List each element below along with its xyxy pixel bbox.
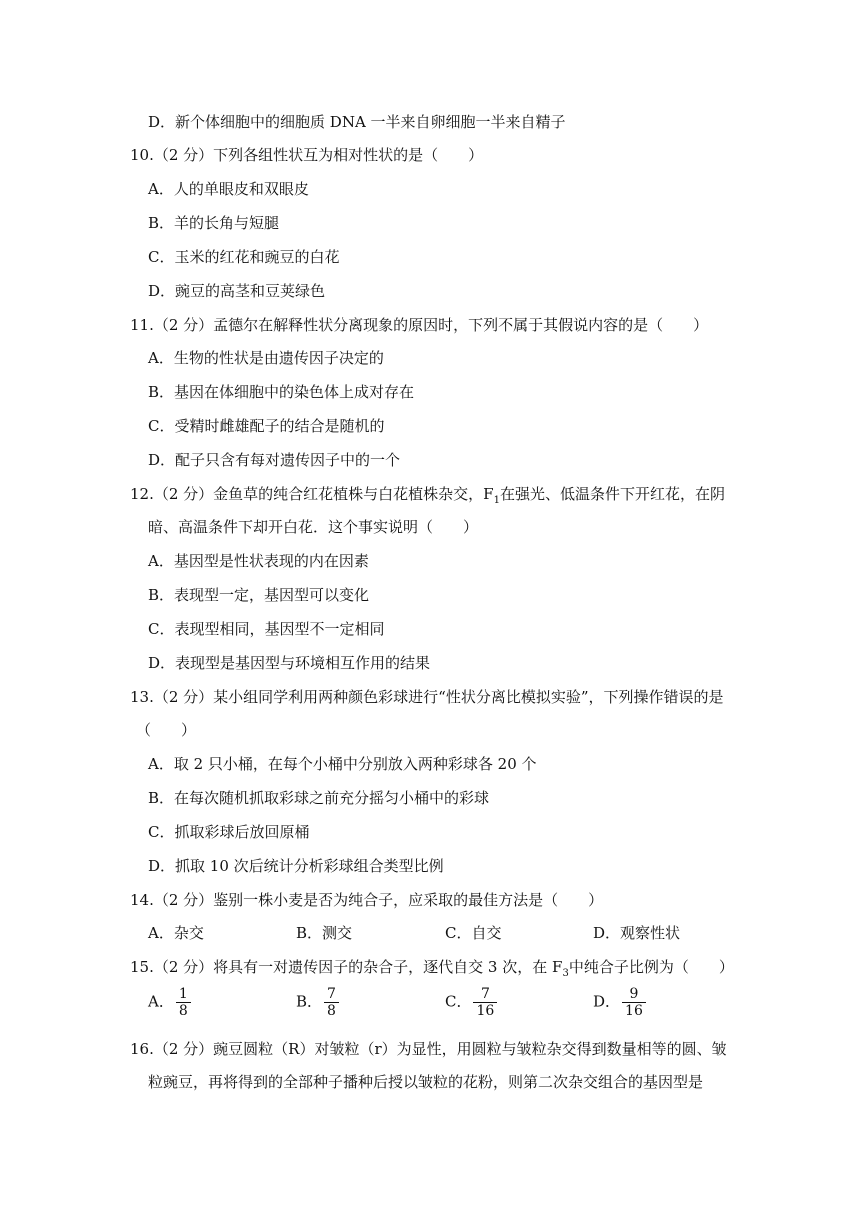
q12-option-a: A．基因型是性状表现的内在因素 <box>148 552 369 570</box>
q11-option-d: D．配子只含有每对遗传因子中的一个 <box>148 451 401 469</box>
q15-option-b-fraction <box>324 986 339 1019</box>
q15-option-c <box>445 986 497 1019</box>
q15-option-d-letter: D． <box>593 992 621 1011</box>
fraction-numerator: 9 <box>629 986 639 1002</box>
q13-option-b: B．在每次随机抓取彩球之前充分摇匀小桶中的彩球 <box>148 789 490 807</box>
q16-stem-line1: 16.（2 分）豌豆圆粒（R）对皱粒（r）为显性，用圆粒与皱粒杂交得到数量相等的圆、皱 <box>130 1040 727 1058</box>
q14-option-a: A．杂交 <box>148 924 204 942</box>
fraction-numerator: 7 <box>327 986 336 1002</box>
q13-stem-line2: （ ） <box>136 721 197 739</box>
q12-stem-line2: 暗、高温条件下却开白花．这个事实说明（ ） <box>148 518 479 536</box>
fraction-denominator: 16 <box>476 1003 495 1019</box>
q11-option-c: C．受精时雌雄配子的结合是随机的 <box>148 417 385 435</box>
q12-stem-a: 12.（2 分）金鱼草的纯合红花植株与白花植株杂交，F <box>130 485 494 503</box>
q15-option-a-letter: A． <box>148 992 174 1011</box>
q14-stem: 14.（2 分）鉴别一株小麦是否为纯合子，应采取的最佳方法是（ ） <box>130 891 604 909</box>
q15-option-d-fraction <box>622 986 646 1019</box>
q13-option-d: D．抓取 10 次后统计分析彩球组合类型比例 <box>148 857 444 875</box>
q12-stem-sub: 1 <box>493 495 500 506</box>
q12-stem-b: 在强光、低温条件下开红花，在阴 <box>499 485 725 503</box>
q15-option-d <box>593 986 646 1019</box>
q15-stem-sub: 3 <box>562 968 569 979</box>
q11-option-b: B．基因在体细胞中的染色体上成对存在 <box>148 383 415 401</box>
q13-option-a: A．取 2 只小桶，在每个小桶中分别放入两种彩球各 20 个 <box>148 755 537 773</box>
q15-option-a <box>148 986 191 1019</box>
q14-option-d: D．观察性状 <box>593 924 681 942</box>
q13-option-c: C．抓取彩球后放回原桶 <box>148 823 310 841</box>
q10-option-d: D．豌豆的高茎和豆荚绿色 <box>148 282 326 300</box>
fraction-numerator: 7 <box>480 986 490 1002</box>
q15-option-b <box>296 986 339 1019</box>
q15-option-c-letter: C． <box>445 992 472 1011</box>
q12-option-c: C．表现型相同，基因型不一定相同 <box>148 620 385 638</box>
fraction-numerator: 1 <box>178 986 188 1002</box>
fraction-denominator: 8 <box>327 1003 336 1019</box>
q14-option-c: C．自交 <box>445 924 502 942</box>
q15-stem-b: 中纯合子比例为（ ） <box>568 958 734 976</box>
q9-option-d: D．新个体细胞中的细胞质 DNA 一半来自卵细胞一半来自精子 <box>148 113 566 131</box>
q15-option-a-fraction <box>176 986 191 1019</box>
q15-stem-a: 15.（2 分）将具有一对遗传因子的杂合子，逐代自交 3 次，在 F <box>130 958 563 976</box>
q12-option-b: B．表现型一定，基因型可以变化 <box>148 586 370 604</box>
q11-option-a: A．生物的性状是由遗传因子决定的 <box>148 349 384 367</box>
q10-stem: 10.（2 分）下列各组性状互为相对性状的是（ ） <box>130 146 484 164</box>
q15-stem <box>130 957 734 984</box>
q15-option-b-letter: B． <box>296 992 323 1011</box>
q12-stem <box>130 484 725 511</box>
q10-option-b: B．羊的长角与短腿 <box>148 214 280 232</box>
q11-stem: 11.（2 分）孟德尔在解释性状分离现象的原因时，下列不属于其假说内容的是（ ） <box>130 316 709 334</box>
q15-option-c-fraction <box>473 986 497 1019</box>
q10-option-c: C．玉米的红花和豌豆的白花 <box>148 248 340 266</box>
q12-option-d: D．表现型是基因型与环境相互作用的结果 <box>148 654 431 672</box>
fraction-denominator: 16 <box>625 1003 643 1019</box>
q14-option-b: B．测交 <box>296 924 353 942</box>
fraction-denominator: 8 <box>178 1003 188 1019</box>
q13-stem: 13.（2 分）某小组同学利用两种颜色彩球进行“性状分离比模拟实验”，下列操作错误的是 <box>130 688 724 706</box>
q10-option-a: A．人的单眼皮和双眼皮 <box>148 180 309 198</box>
q16-stem-line2: 粒豌豆，再将得到的全部种子播种后授以皱粒的花粉，则第二次杂交组合的基因型是 <box>148 1073 704 1091</box>
